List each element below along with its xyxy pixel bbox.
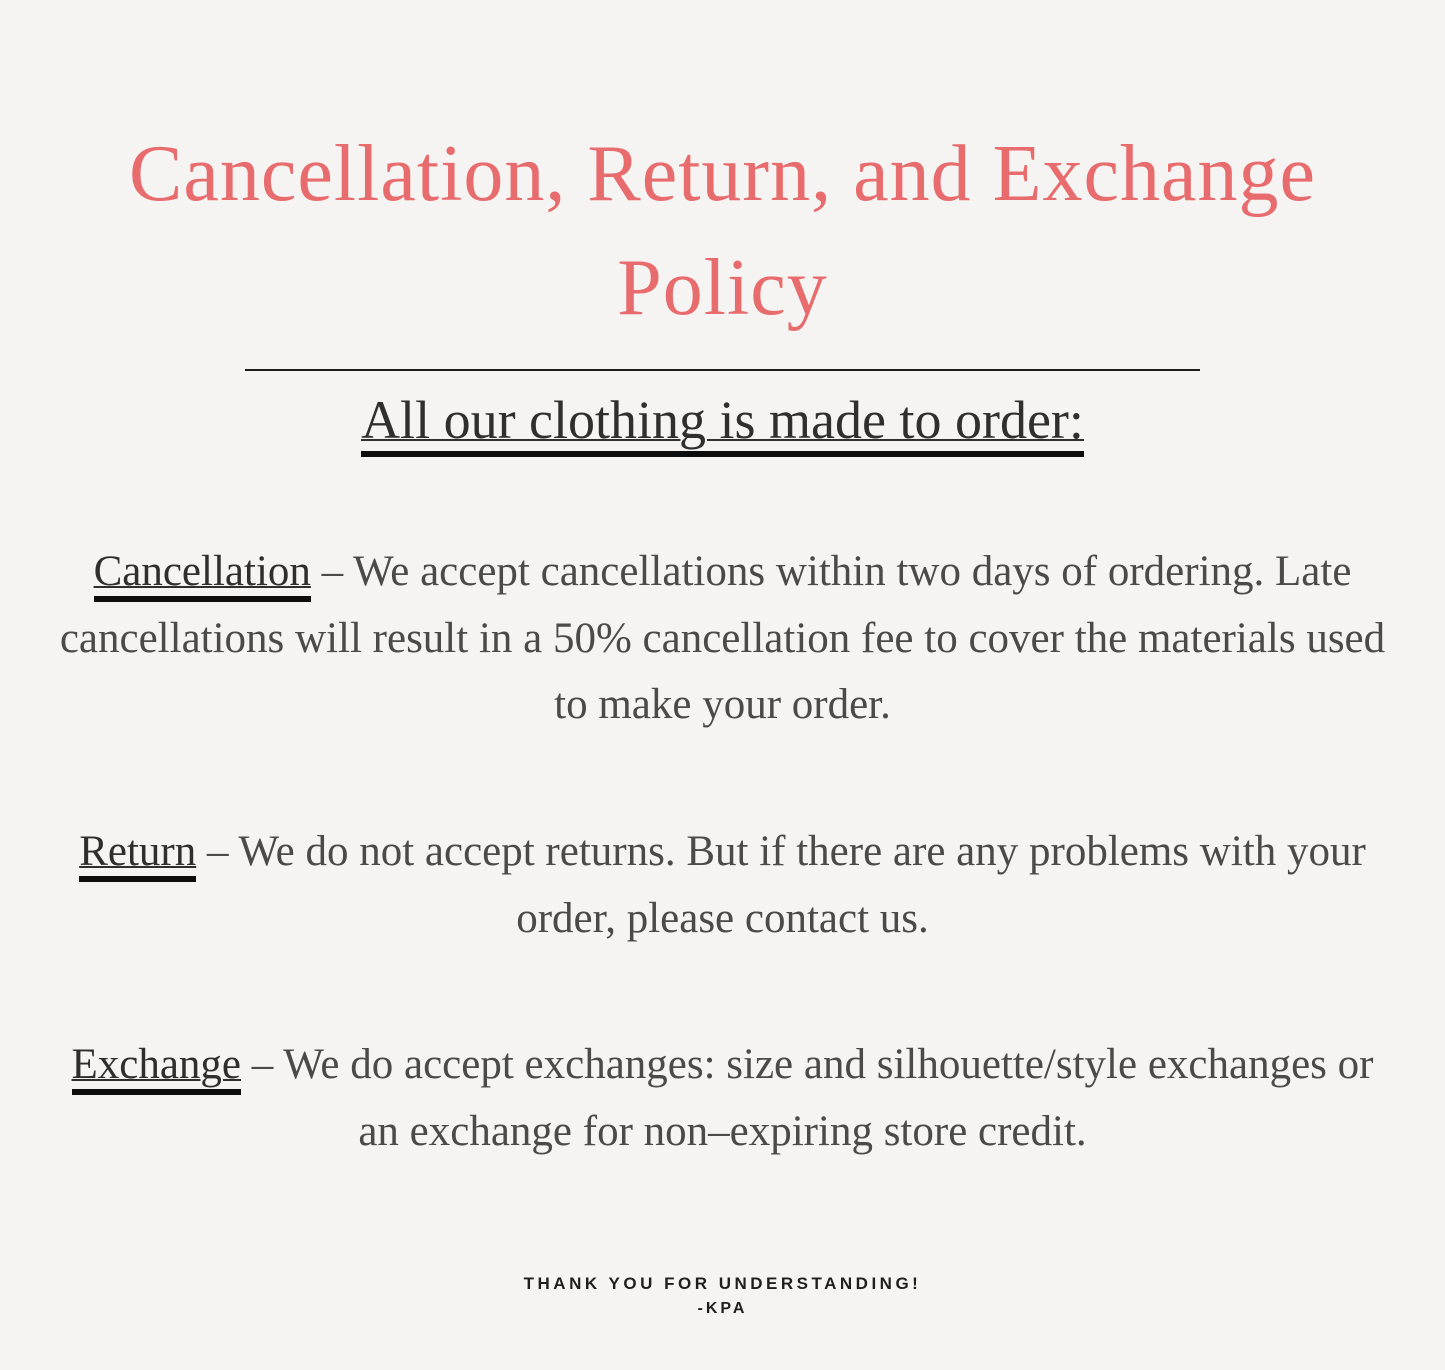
subtitle-heading xyxy=(0,389,1445,451)
policy-exchange-term: Exchange xyxy=(72,1041,242,1095)
policy-exchange-text: – We do accept exchanges: size and silhouette/style exchanges or an exchange for non–expiring store credit. xyxy=(241,1041,1374,1156)
page-title-line2: Policy xyxy=(617,243,828,332)
footer-signature: -KPA xyxy=(697,1299,748,1317)
page-footer xyxy=(0,1274,1445,1318)
policy-cancellation xyxy=(55,539,1390,739)
policy-return xyxy=(55,819,1390,952)
page-title-line1: Cancellation, Return, and Exchange xyxy=(129,130,1316,218)
footer-thank-you: THANK YOU FOR UNDERSTANDING! xyxy=(523,1273,922,1293)
subtitle-text: All our clothing is made to order: xyxy=(361,390,1084,457)
page-title xyxy=(0,118,1445,345)
title-divider xyxy=(245,369,1200,371)
policy-return-text: – We do not accept returns. But if there are any problems with your order, please contact us. xyxy=(196,828,1366,942)
policy-cancellation-term: Cancellation xyxy=(94,548,311,602)
policy-cancellation-text: – We accept cancellations within two days of ordering. Late cancellations will result in a 50% cancellation fee to cover the materials used to make your order. xyxy=(59,548,1386,729)
policy-return-term: Return xyxy=(79,828,196,882)
policy-sections xyxy=(0,539,1445,1165)
policy-exchange xyxy=(55,1032,1390,1165)
